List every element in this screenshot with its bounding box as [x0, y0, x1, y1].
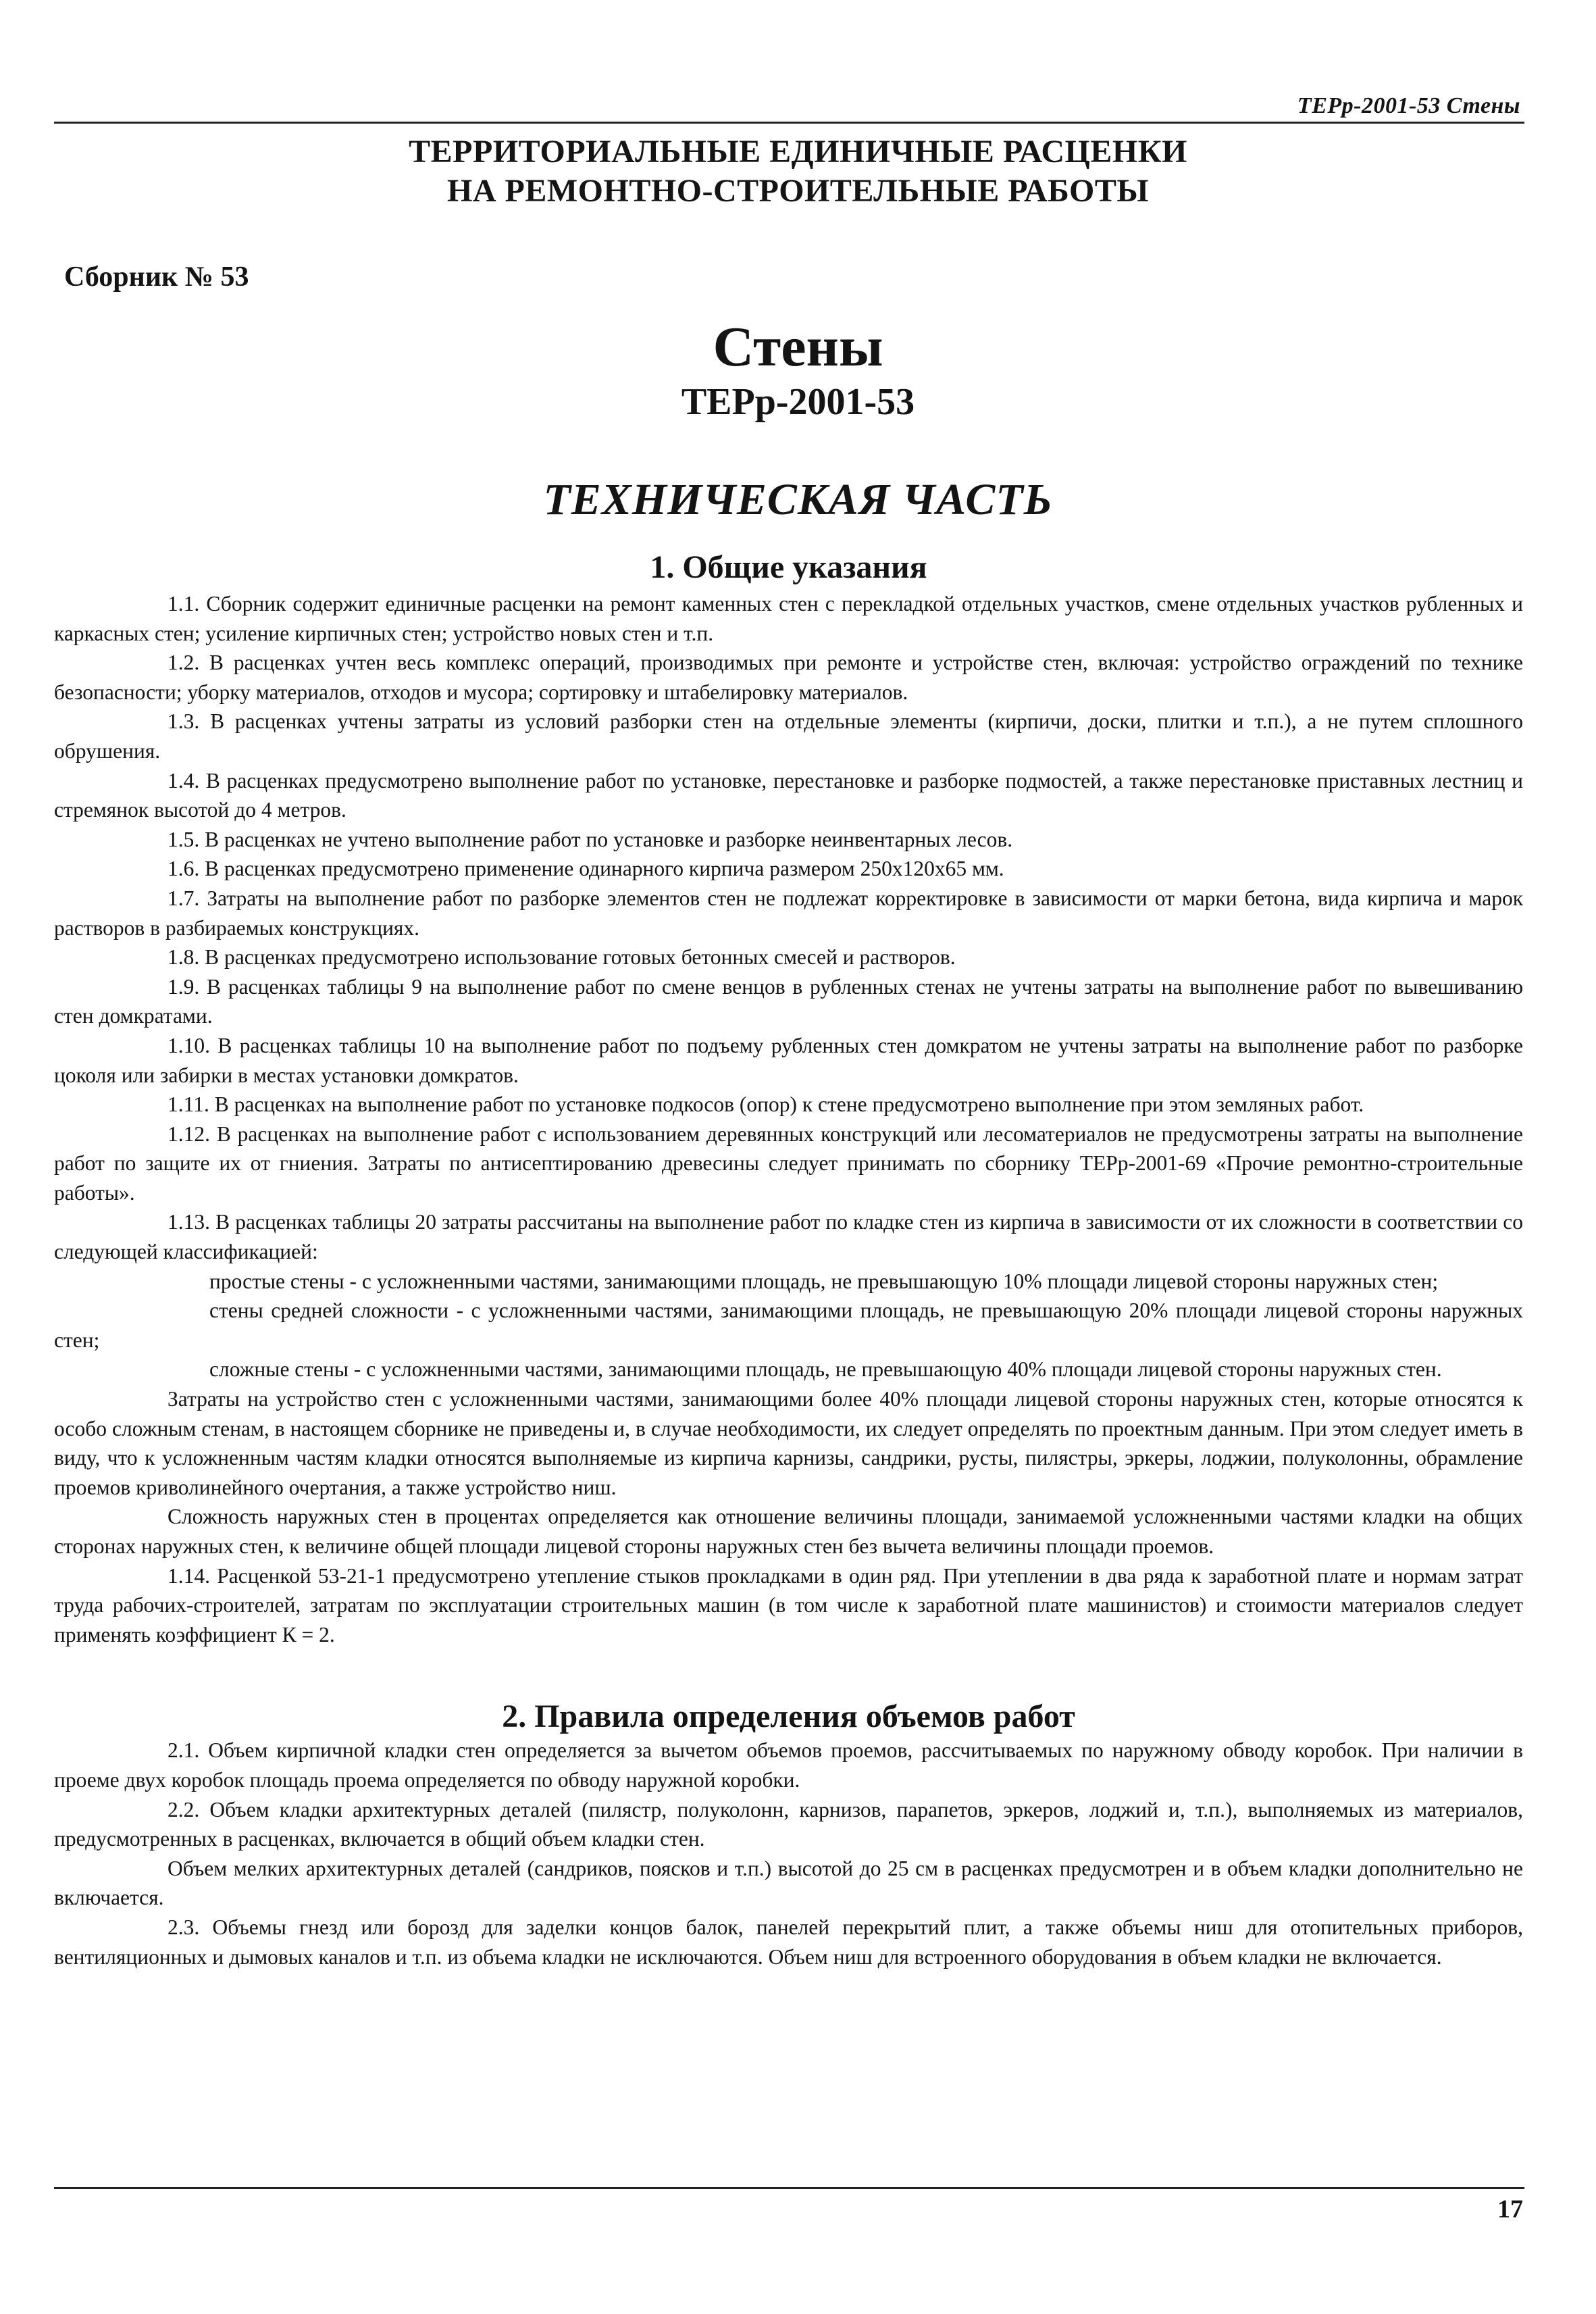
collection-number: Сборник № 53 — [64, 261, 249, 293]
paragraph-complexity-percent: Сложность наружных стен в процентах определяется как отношение величины площади, занимаемой усложненными частями кладки на общих сторонах наружных стен, к величине общей площади лицевой стороны наружных стен без вычета величины площади проемов. — [54, 1505, 1523, 1558]
document-code: ТЕРр-2001-53 — [681, 381, 915, 423]
paragraph-2-2: 2.2. Объем кладки архитектурных деталей (пилястр, полуколонн, карнизов, парапетов, эркеров, лоджий и, т.п.), выполняемых из материалов, предусмотренных в расценках, включается в общий объем кладки стен. — [54, 1797, 1523, 1851]
paragraph-1-3: 1.3. В расценках учтены затраты из условий разборки стен на отдельные элементы (кирпичи, доски, плитки и т.п.), а не путем сплошного обрушения. — [54, 709, 1523, 763]
paragraph-1-2: 1.2. В расценках учтен весь комплекс операций, производимых при ремонте и устройстве стен, включая: устройство ограждений по технике безопасности; уборку материалов, отходов и мусора; сортировку и штабелировку материалов. — [54, 651, 1523, 704]
paragraph-1-10: 1.10. В расценках таблицы 10 на выполнение работ по подъему рубленных стен домкратом не учтены затраты на выполнение работ по разборке цоколя или забирки в местах установки домкратов. — [54, 1033, 1523, 1087]
section-1-heading: 1. Общие указания — [650, 549, 927, 585]
paragraph-1-9: 1.9. В расценках таблицы 9 на выполнение работ по смене венцов в рубленных стенах не учтены затраты на выполнение работ по вывешиванию стен домкратами. — [54, 974, 1523, 1028]
paragraph-2-2-note: Объем мелких архитектурных деталей (сандриков, поясков и т.п.) высотой до 25 см в расценках предусмотрен и в объем кладки дополнительно не включается. — [54, 1856, 1523, 1910]
classification-simple: простые стены - с усложненными частями, занимающими площадь, не превышающую 10% площади лицевой стороны наружных стен; — [209, 1269, 1439, 1293]
footer-rule — [54, 2187, 1524, 2189]
paragraph-1-5: 1.5. В расценках не учтено выполнение работ по установке и разборке неинвентарных лесов. — [168, 827, 1013, 851]
classification-medium: стены средней сложности - с усложненными частями, занимающими площадь, не превышающую 20% площади лицевой стороны наружных стен; — [54, 1299, 1523, 1352]
paragraph-1-1: 1.1. Сборник содержит единичные расценки на ремонт каменных стен с перекладкой отдельных участков, смене отдельных участков рубленных и каркасных стен; усиление кирпичных стен; устройство новых стен и т.п. — [54, 592, 1523, 645]
section-2-heading: 2. Правила определения объемов работ — [502, 1699, 1075, 1735]
document-title: Стены — [713, 316, 883, 378]
paragraph-1-4: 1.4. В расценках предусмотрено выполнение работ по установке, перестановке и разборке подмостей, а также перестановке приставных лестниц и стремянок высотой до 4 метров. — [54, 768, 1523, 822]
paragraph-1-11: 1.11. В расценках на выполнение работ по установке подкосов (опор) к стене предусмотрено выполнение при этом земляных работ. — [168, 1092, 1364, 1117]
paragraph-2-3: 2.3. Объемы гнезд или борозд для заделки концов балок, панелей перекрытий плит, а также объемы ниш для отопительных приборов, вентиляционных и дымовых каналов и т.п. из объема кладки не исключаются. Объем ниш для встроенного оборудования в объем кладки не включается. — [54, 1915, 1523, 1969]
page-number: 17 — [1497, 2195, 1523, 2223]
paragraph-1-8: 1.8. В расценках предусмотрено использование готовых бетонных смесей и растворов. — [168, 945, 956, 970]
paragraph-1-12: 1.12. В расценках на выполнение работ с использованием деревянных конструкций или лесоматериалов не предусмотрены затраты на выполнение работ по защите их от гниения. Затраты по антисептированию древесины следует принимать по сборнику ТЕРр-2001-69 «Прочие ремонтно-строительные работы». — [54, 1122, 1523, 1205]
main-title-line-1: ТЕРРИТОРИАЛЬНЫЕ ЕДИНИЧНЫЕ РАСЦЕНКИ — [409, 134, 1187, 170]
main-title-line-2: НА РЕМОНТНО-СТРОИТЕЛЬНЫЕ РАБОТЫ — [447, 173, 1149, 209]
paragraph-1-14: 1.14. Расценкой 53-21-1 предусмотрено утепление стыков прокладками в один ряд. При утеплении в два ряда к заработной плате и нормам затрат труда рабочих-строителей, затратам по эксплуатации строительных машин (в том числе к заработной плате машинистов) и стоимости материалов следует применять коэффициент К = 2. — [54, 1563, 1523, 1646]
paragraph-1-6: 1.6. В расценках предусмотрено применение одинарного кирпича размером 250х120х65 мм. — [168, 857, 1004, 881]
paragraph-1-7: 1.7. Затраты на выполнение работ по разборке элементов стен не подлежат корректировке в зависимости от марки бетона, вида кирпича и марок растворов в разбираемых конструкциях. — [54, 886, 1523, 940]
header-rule — [54, 122, 1524, 124]
running-head: ТЕРр-2001-53 Стены — [1297, 93, 1520, 118]
paragraph-2-1: 2.1. Объем кирпичной кладки стен определяется за вычетом объемов проемов, рассчитываемых по наружному обводу коробок. При наличии в проеме двух коробок площадь проема определяется по обводу наружной коробки. — [54, 1738, 1523, 1792]
main-title — [0, 132, 1596, 211]
paragraph-1-13: 1.13. В расценках таблицы 20 затраты рассчитаны на выполнение работ по кладке стен из кирпича в зависимости от их сложности в соответствии со следующей классификацией: — [54, 1210, 1523, 1264]
body-text — [54, 549, 1523, 1971]
paragraph-special-complex: Затраты на устройство стен с усложненными частями, занимающими более 40% площади лицевой стороны наружных стен, которые относятся к особо сложным стенам, в настоящем сборнике не приведены и, в случае необходимости, их следует определять по проектным данным. При этом следует иметь в виду, что к усложненным частям кладки относятся выполняемые из кирпича карнизы, сандрики, русты, пилястры, эркеры, лоджии, полуколонны, обрамление проемов криволинейного очертания, а также устройство ниш. — [54, 1387, 1523, 1499]
classification-complex: сложные стены - с усложненными частями, занимающими площадь, не превышающую 40% площади лицевой стороны наружных стен. — [209, 1357, 1442, 1382]
part-title: ТЕХНИЧЕСКАЯ ЧАСТЬ — [543, 475, 1053, 524]
